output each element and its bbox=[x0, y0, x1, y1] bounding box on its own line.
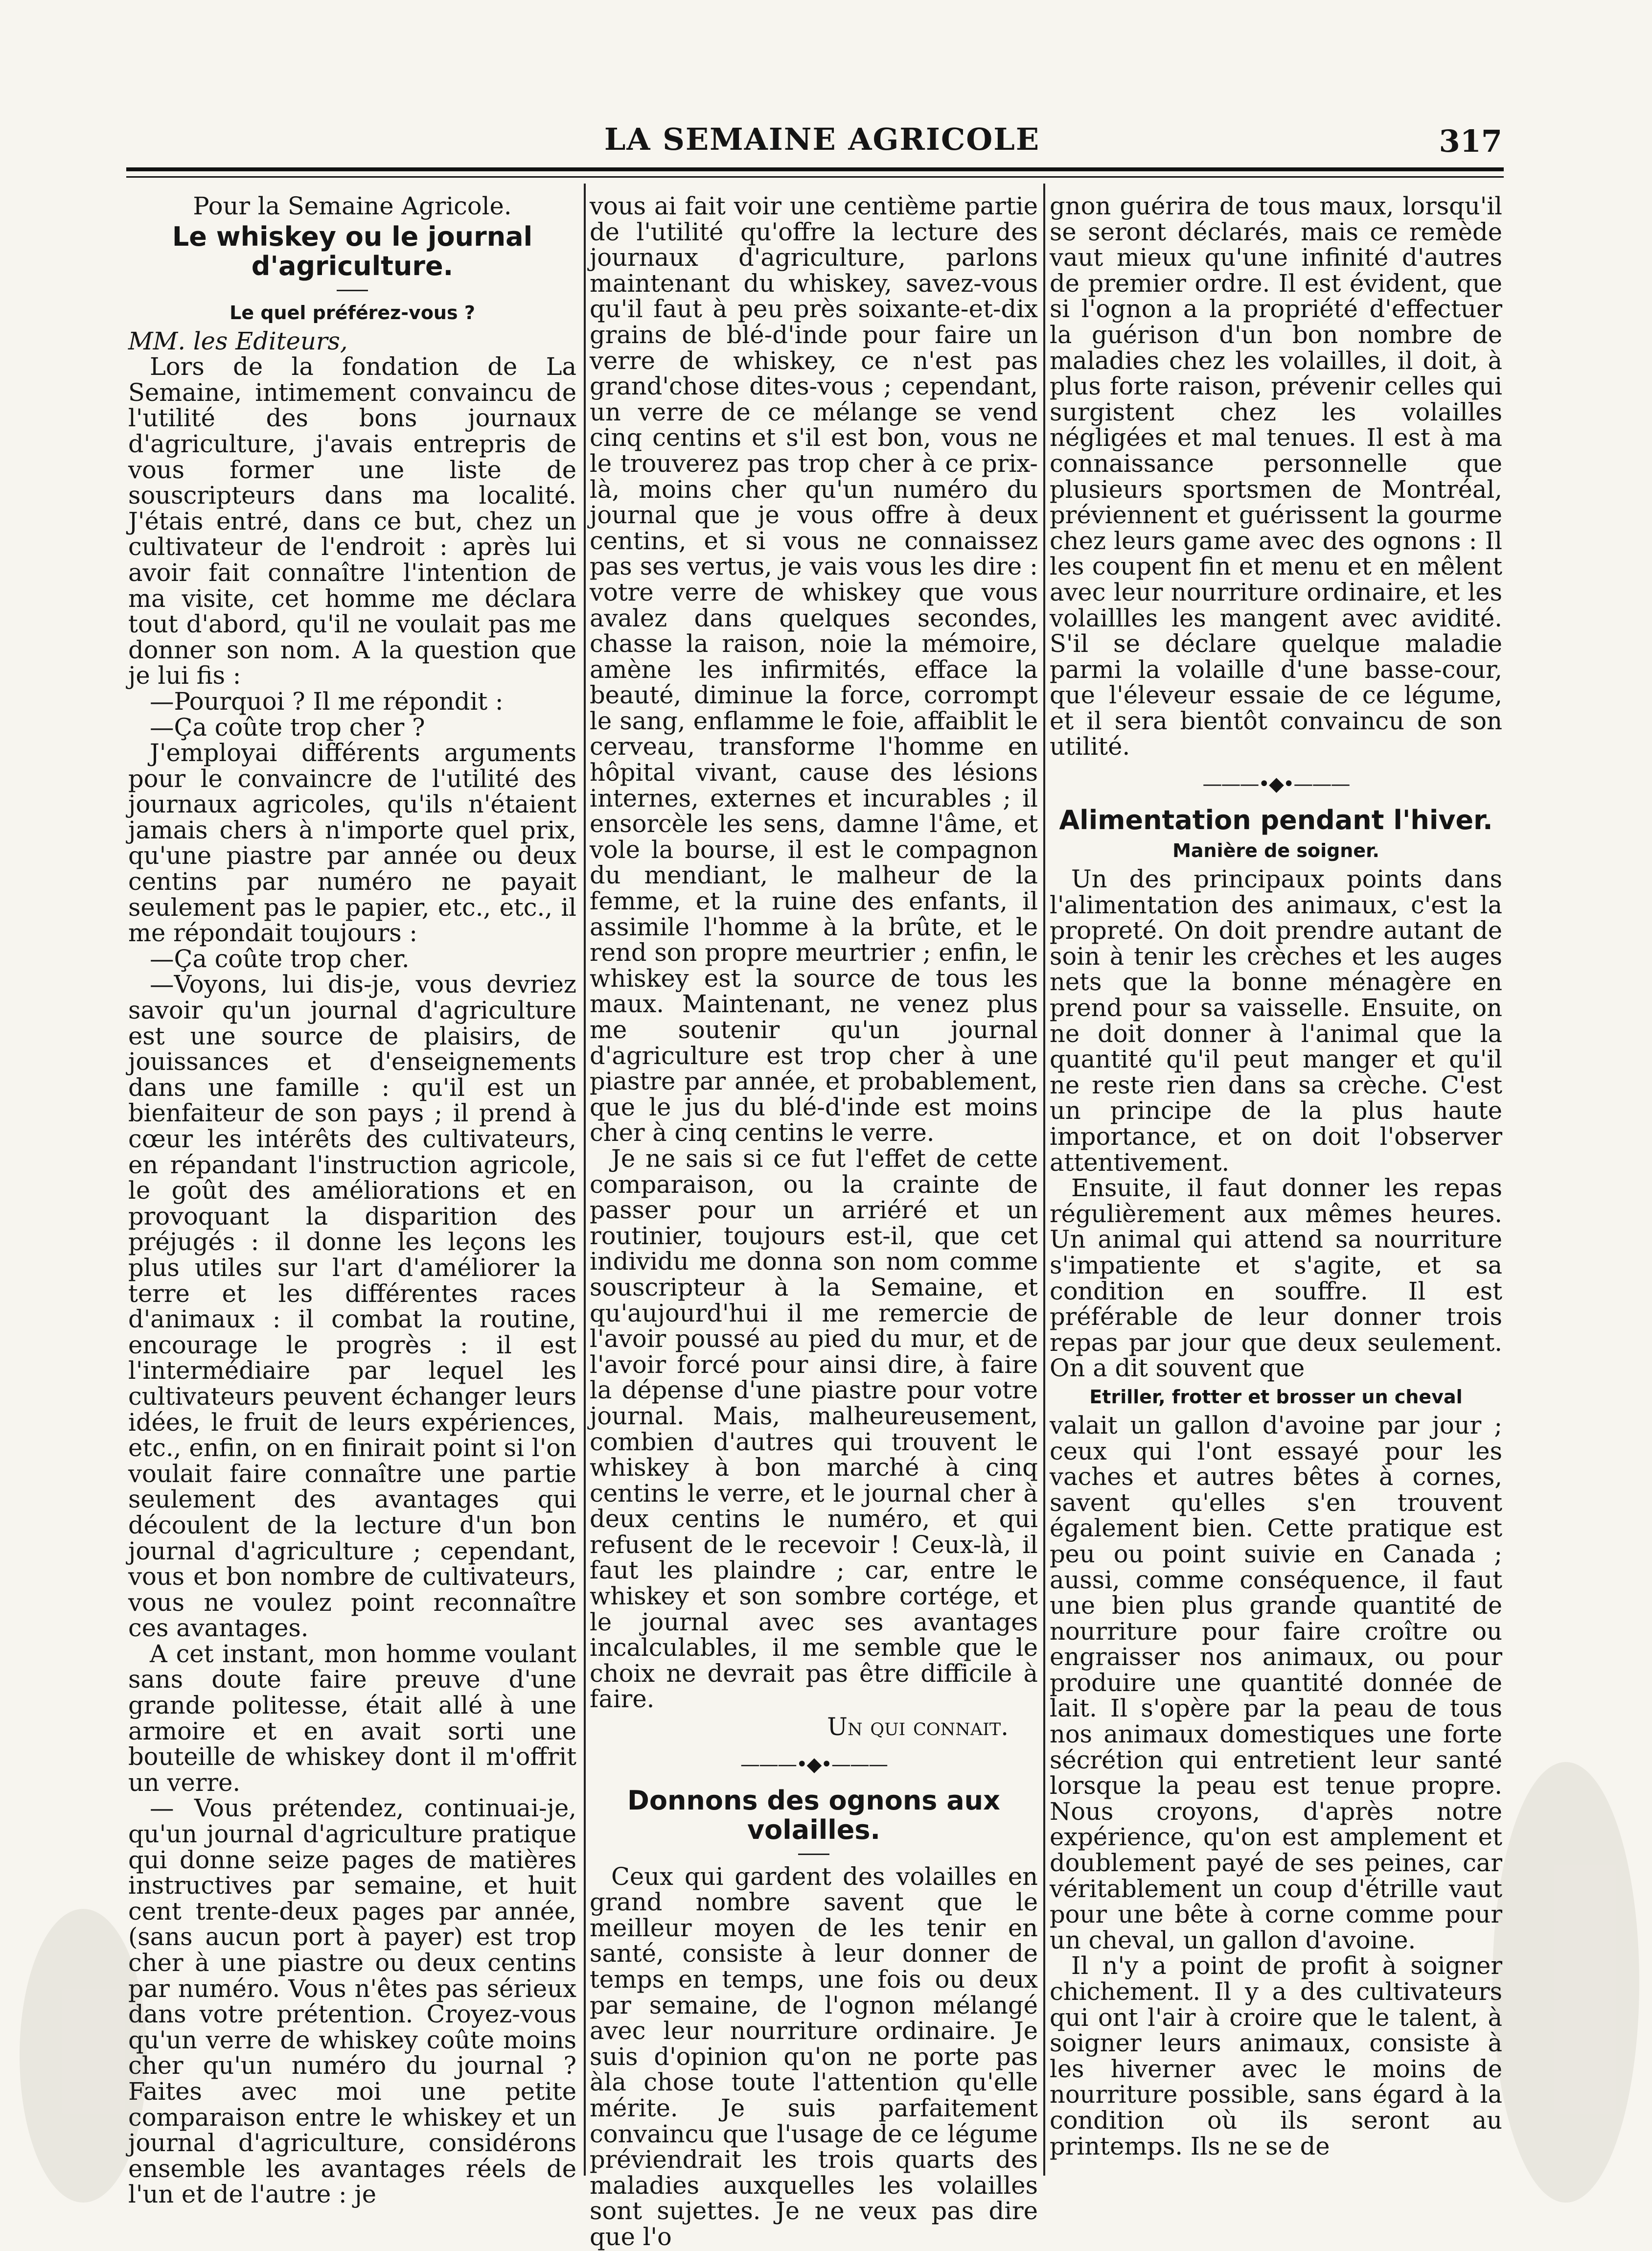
paragraph: gnon guérira de tous maux, lorsqu'il se seront déclarés, mais ce remède vaut mieux qu'une infinité d'autres de premier ordre. Il est évident, que si l'ognon a la propriété d'effectuer la guérison d'un bon nombre de maladies chez les volailles, il doit, à plus forte raison, prévenir celles qui surgistent chez les volailles négligées et mal tenues. Il est à ma connaissance personnelle que plusieurs sportsmen de Montréal, préviennent et guérissent la gourme chez leurs game avec des ognons : Il les coupent fin et menu et en mêlent avec leur nourriture ordinaire, et les volaillles les mangent avec avidité. S'il se déclare quelque maladie parmi la volaille d'une basse-cour, que l'éleveur essaie de ce légume, et il sera bientôt convaincu de son utilité. bbox=[1050, 192, 1502, 761]
article-title: Le whiskey ou le journal d'agriculture. bbox=[172, 221, 533, 281]
paragraph: vous ai fait voir une centième partie de l'utilité qu'offre la lecture des journaux d'agriculture, parlons maintenant du whiskey, savez-vous qu'il faut à peu près soixante-et-dix grains de blé-d'inde pour faire un verre de whiskey, ce n'est pas grand'chose dites-vous ; cependant, un verre de ce mélange se vend cinq centins et s'il est bon, vous ne le trouverez pas trop cher à ce prix-là, moins cher qu'un numéro du journal que je vous offre à deux centins, et si vous ne connaissez pas ses vertus, je vais vous les dire : votre verre de whiskey que vous avalez dans quelques secondes, chasse la raison, noie la mémoire, amène les infirmités, efface la beauté, diminue la force, corrompt le sang, enflamme le foie, affaiblit le cerveau, transforme l'homme en hôpital vivant, cause des lésions internes, externes et incurables ; il ensorcèle les sens, damne l'âme, et vole la bourse, il est le compagnon du mendiant, le malheur de la femme, et la ruine des enfants, il assimile l'homme à la brûte, et le rend son propre meurtrier ; enfin, le whiskey est la source de tous les maux. Maintenant, ne venez plus me soutenir qu'un journal d'agriculture est trop cher à une piastre par année, et probablement, que le jus du blé-d'inde est moins cher à cinq centins le verre. bbox=[590, 192, 1038, 1147]
paragraph: valait un gallon d'avoine par jour ; ceux qui l'ont essayé pour les vaches et autres bêtes à cornes, savent qu'elles s'en trouvent également bien. Cette pratique est peu ou point suivie en Canada ; aussi, comme conséquence, il faut une bien plus grande quantité de nourriture pour faire croître ou engraisser nos animaux, ou pour produire une quantité donnée de lait. Il s'opère par la peau de tous nos animaux domestiques une forte sécrétion qui entretient leur santé lorsque la peau est tenue propre. Nous croyons, d'après notre expérience, qu'on est amplement et doublement payé de ses peines, car véritablement un coup d'étrille vaut pour une bête à corne comme pour un cheval, un gallon d'avoine. bbox=[1050, 1411, 1502, 1954]
paragraph: A cet instant, mon homme voulant sans doute faire preuve d'une grande politesse, était allé à une armoire et en avait sorti une bouteille de whiskey dont il m'offrit un verre. bbox=[128, 1639, 576, 1797]
paragraph: Lors de la fondation de La Semaine, intimement convaincu de l'utilité des bons journaux d'agriculture, j'avais entrepris de vous former une liste de souscripteurs dans ma localité. J'étais entré, dans ce but, chez un cultivateur de l'endroit : après lui avoir fait connaître l'intention de ma visite, cet homme me déclara tout d'abord, qu'il ne voulait pas me donner son nom. A la question que je lui fis : bbox=[128, 352, 576, 690]
paragraph: —Ça coûte trop cher. bbox=[150, 944, 410, 973]
article-title: Donnons des ognons aux volailles. bbox=[627, 1785, 1000, 1845]
paper-stain bbox=[1492, 1762, 1639, 2203]
salutation: MM. les Editeurs, bbox=[128, 326, 348, 355]
paper-stain bbox=[20, 1909, 147, 2203]
column-1 bbox=[128, 192, 576, 2209]
column-separator bbox=[584, 184, 586, 2176]
article-title: Alimentation pendant l'hiver. bbox=[1059, 805, 1493, 836]
signature: Un qui connait. bbox=[827, 1713, 1009, 1741]
running-head: LA SEMAINE AGRICOLE bbox=[604, 121, 1040, 157]
paragraph: J'employai différents arguments pour le convaincre de l'utilité des journaux agricoles, qu'ils n'étaient jamais chers à n'importe quel prix, qu'une piastre par année ou deux centins par numéro ne payait seulement pas le papier, etc., etc., il me répondait toujours : bbox=[128, 739, 576, 948]
article-subtitle: Le quel préférez-vous ? bbox=[229, 302, 475, 324]
column-2 bbox=[590, 192, 1038, 2251]
column-3 bbox=[1050, 193, 1502, 2190]
paragraph: —Ça coûte trop cher ? bbox=[150, 713, 425, 742]
article-subtitle: Manière de soigner. bbox=[1172, 840, 1379, 862]
paragraph: —Pourquoi ? Il me répondit : bbox=[150, 687, 504, 716]
paragraph: Ceux qui gardent des volailles en grand nombre savent que le meilleur moyen de les tenir en santé, consiste à leur donner de temps en temps, une fois ou deux par semaine, de l'ognon mélangé avec leur nourriture ordinaire. Je suis d'opinion qu'on ne porte pas àla chose toute l'attention qu'elle mérite. Je suis parfaitement convaincu que l'usage de ce légume préviendrait les trois quarts des maladies auxquelles les volailles sont sujettes. Je ne veux pas dire que l'o bbox=[590, 1862, 1038, 2251]
paragraph: Un des principaux points dans l'alimentation des animaux, c'est la propreté. On doit prendre autant de soin à tenir les crèches et les auges nets que la bonne ménagère en prend pour sa vaisselle. Ensuite, on ne doit donner à l'animal que la quantité qu'il peut manger et qu'il ne reste rien dans sa crèche. C'est un principe de la plus haute importance, et on doit l'observer attentivement. bbox=[1050, 865, 1502, 1177]
paragraph: Ensuite, il faut donner les repas régulièrement aux mêmes heures. Un animal qui attend sa nourriture s'impatiente et s'agite, et sa condition en souffre. Il est préférable de leur donner trois repas par jour que deux seulement. On a dit souvent que bbox=[1050, 1174, 1502, 1383]
page-number: 317 bbox=[1439, 123, 1502, 159]
section-ornament: ———•◆•——— bbox=[1202, 773, 1350, 796]
section-ornament: ———•◆•——— bbox=[740, 1753, 887, 1776]
paragraph: Je ne sais si ce fut l'effet de cette comparaison, ou la crainte de passer pour un arriéré et un routinier, toujours est-il, que cet individu me donna son nom comme souscripteur à la Semaine, et qu'aujourd'hui il me remercie de l'avoir poussé au pied du mur, et de l'avoir forcé pour ainsi dire, à faire la dépense d'une piastre pour votre journal. Mais, malheureusement, combien d'autres qui trouvent le whiskey à bon marché à cinq centins le verre, et le journal cher à deux centins le numéro, et qui refusent de le recevoir ! Ceux-là, il faut les plaindre ; car, entre le whiskey et son sombre cortége, et le journal avec ses avantages incalculables, il me semble que le choix ne devrait pas être difficile à faire. bbox=[590, 1144, 1038, 1714]
paragraph: — Vous prétendez, continuai-je, qu'un journal d'agriculture pratique qui donne seize pages de matières instructives par semaine, et huit cent trente-deux pages par année, (sans aucun port à payer) est trop cher à une piastre ou deux centins par numéro. Vous n'êtes pas sérieux dans votre prétention. Croyez-vous qu'un verre de whiskey coûte moins cher qu'un numéro du journal ? Faites avec moi une petite comparaison entre le whiskey et un journal d'agriculture, considérons ensemble les avantages réels de l'un et de l'autre : je bbox=[128, 1794, 576, 2209]
paragraph: —Voyons, lui dis-je, vous devriez savoir qu'un journal d'agriculture est une source de plaisirs, de jouissances et d'enseignements dans une famille : qu'il est un bienfaiteur de son pays ; il prend à cœur les intérêts des cultivateurs, en répandant l'instruction agricole, le goût des améliorations et en provoquant la disparition des préjugés : il donne les leçons les plus utiles sur l'art d'améliorer la terre et les différentes races d'animaux : il combat la routine, encourage le progrès : il est l'intermédiaire par lequel les cultivateurs peuvent échanger leurs idées, le fruit de leurs expériences, etc., enfin, on en finirait point si l'on voulait faire connaître une partie seulement des avantages qui découlent de la lecture d'un bon journal d'agriculture ; cependant, vous et bon nombre de cultivateurs, vous ne voulez point reconnaître ces avantages. bbox=[128, 970, 576, 1643]
header-rule bbox=[126, 167, 1504, 171]
title-rule bbox=[798, 1854, 829, 1855]
paragraph: Il n'y a point de profit à soigner chichement. Il y a des cultivateurs qui ont l'air à croire que le talent, à soigner leurs animaux, consiste à les hiverner avec le moins de nourriture possible, sans égard à la condition où ils seront au printemps. Ils ne se de bbox=[1050, 1951, 1502, 2160]
title-rule bbox=[337, 290, 368, 291]
column-separator bbox=[1043, 184, 1045, 2176]
inline-subtitle: Etriller, frotter et brosser un cheval bbox=[1089, 1386, 1463, 1408]
byline: Pour la Semaine Agricole. bbox=[193, 192, 512, 220]
header-rule-thin bbox=[126, 176, 1504, 178]
